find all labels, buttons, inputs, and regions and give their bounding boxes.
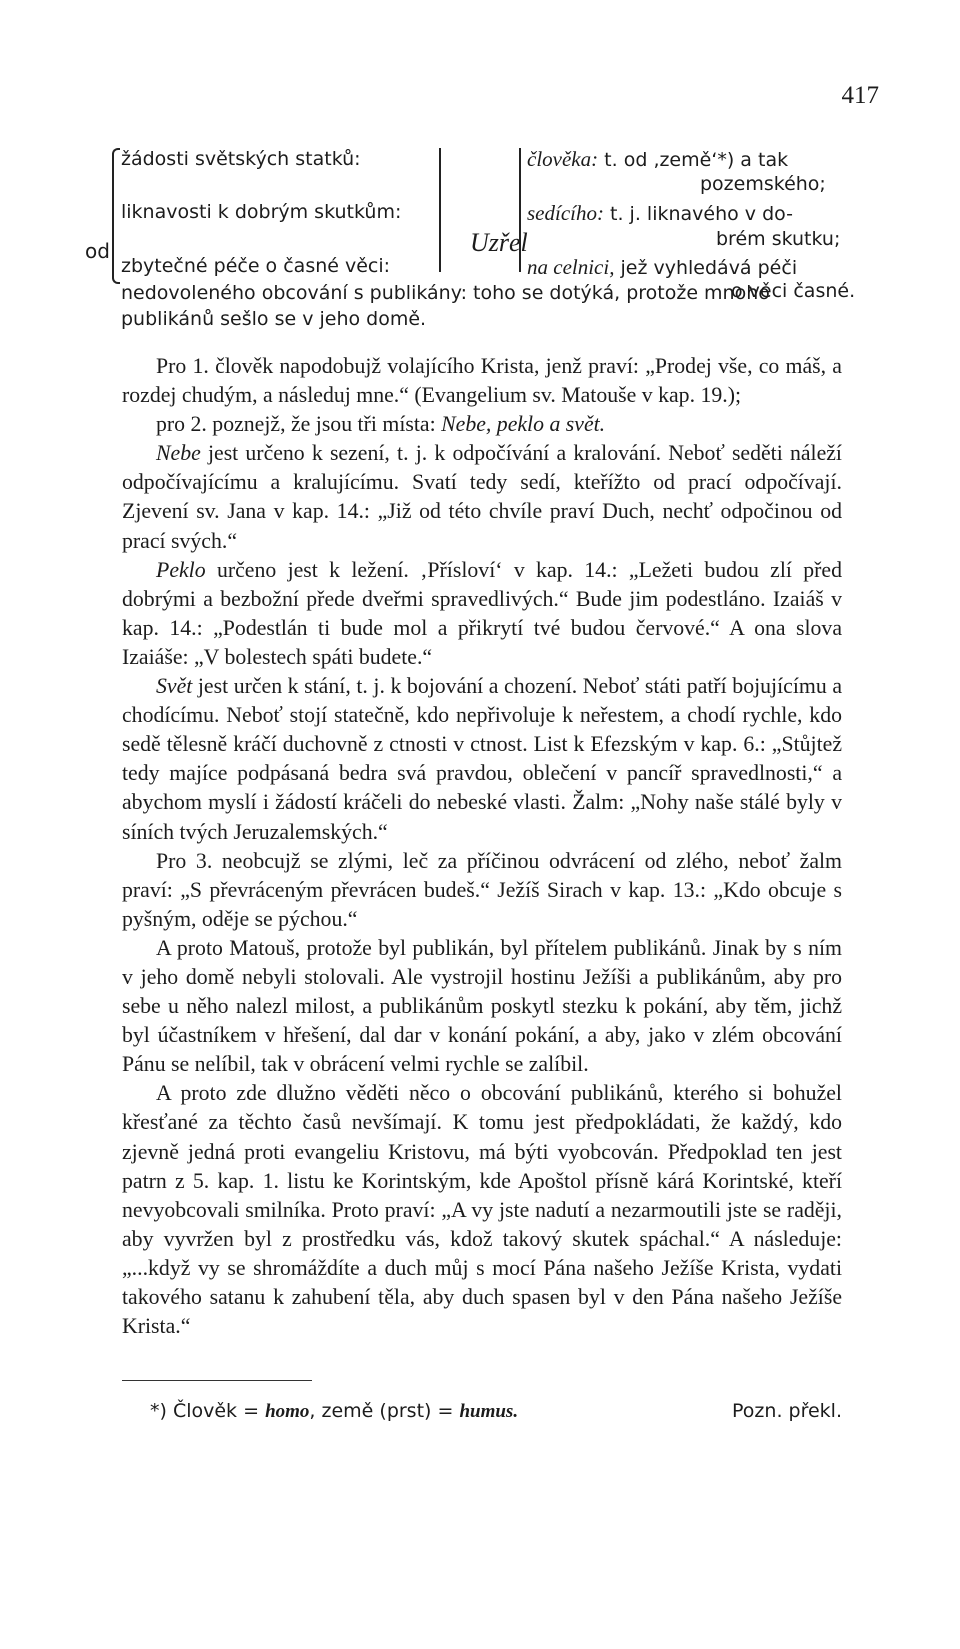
- schema-right-cont-3: o věci časné.: [731, 280, 856, 302]
- schema-last-line-1: nedovoleného obcování s publikány: toho se dotýká, protože mnoho: [121, 282, 770, 304]
- paragraph-3-emphasis: Nebe: [156, 441, 201, 466]
- paragraph-4-text: určeno jest k ležení. ‚Přísloví‘ v kap. 14.: „Ležeti budou zlí před dobrými a bezbožní přede dveřmi spravedlivých.“ Bude jim podestláno. Izaiáš v kap. 14.: „Podestlán ti bude mol a přikrytí tvé budou červové.“ A ona slova Izaiáše: „V bolestech spáti budete.“: [122, 557, 842, 669]
- paragraph-7-text: A proto Matouš, protože byl publikán, byl přítelem publikánů. Jinak by s ním v jeho domě nebyli stolovali. Ale vystrojil hostinu Ježíši a publikánům, aby pro sebe u něho nalezl milost, a publikánům poskytl stezku k pokání, aby těm, jichž byl účastníkem v hřešení, dal dar v konání pokání, a aby, jako v zlém obcování Pánu se nelíbil, tak v obrácení velmi rychle se zalíbil.: [122, 935, 842, 1077]
- paragraph-7: [122, 934, 842, 1079]
- left-brace: [112, 148, 120, 284]
- footnote-emphasis-1: homo: [265, 1401, 310, 1422]
- paragraph-2-pre: pro 2. poznejž, že jsou tři místa:: [156, 412, 442, 437]
- footnote-text-2: , země (prst) =: [309, 1400, 460, 1422]
- main-text: [122, 352, 842, 1341]
- schema-right-head-2: sedícího:: [527, 201, 604, 225]
- paragraph-3-text: jest určeno k sezení, t. j. k odpočívání a kralování. Neboť seděti náleží odpočívajícímu a kralujícímu. Svatí tedy sedí, kteřížto od prací odpočívají. Zjevení sv. Jana v kap. 14.: „Již od této chvíle praví Duch, nechť odpočinou od prací svých.“: [122, 441, 842, 553]
- schema-right-rest-3: jež vyhledává péči: [614, 257, 798, 279]
- paragraph-4-emphasis: Peklo: [156, 557, 206, 582]
- schema-last-line-2: publikánů sešlo se v jeho domě.: [121, 308, 427, 330]
- schema-right-head-3: na celnici,: [527, 255, 615, 279]
- schema-right-cont-2: brém skutku;: [716, 228, 841, 250]
- schema-left-item-3: zbytečné péče o časné věci:: [121, 255, 391, 277]
- paragraph-8: [122, 1079, 842, 1341]
- paragraph-5-text: jest určen k stání, t. j. k bojování a chození. Neboť státi patří bojujícímu a chodícímu. Neboť stojí statečně, kdo nepřivoluje k neřestem, a chodí rychle, kdo sedě tělesně kráčí duchovně z ctnosti v ctnost. List k Efezským v kap. 6.: „Stůjtež tedy majíce podpásaná bedra svá pravdou, oblečení v pancíř spravedlnosti,“ a abychom myslí i žádostí kráčeli do nebeské vlasti. Žalm: „Nohy naše stálé byly v síních tvých Jeruzalemských.“: [122, 674, 842, 844]
- schema-od: od: [85, 239, 110, 263]
- schema-left-item-1: žádosti světských statků:: [121, 148, 361, 170]
- schema-right-item-2: [527, 203, 793, 224]
- paragraph-5-emphasis: Svět: [156, 674, 193, 699]
- paragraph-6-text: Pro 3. neobcujž se zlými, leč za příčinou odvrácení od zlého, neboť žalm praví: „S převráceným převrácen budeš.“ Ježíš Sirach v kap. 13.: „Kdo obcuje s pyšným, oděje se pýchou.“: [122, 848, 842, 931]
- center-right-line: [519, 148, 521, 272]
- paragraph-3: [122, 439, 842, 555]
- schema-right-cont-1: pozemského;: [700, 173, 826, 195]
- footnote-note: Pozn. překl.: [732, 1400, 842, 1422]
- footnote: [150, 1400, 842, 1423]
- paragraph-6: [122, 847, 842, 934]
- page-number: 417: [841, 82, 879, 109]
- schema-right-rest-1: t. od ‚země‘*) a tak: [598, 149, 789, 171]
- paragraph-1: [122, 352, 842, 410]
- schema-right-rest-2: t. j. liknavého v do-: [603, 203, 793, 225]
- footnote-text-1: *) Člověk =: [150, 1400, 266, 1422]
- schema-right-head-1: člověka:: [527, 147, 599, 171]
- paragraph-5: [122, 672, 842, 847]
- center-left-line: [439, 148, 441, 272]
- schema-left-item-2: liknavosti k dobrým skutkům:: [121, 201, 402, 223]
- schema-right-item-3: [527, 257, 797, 278]
- schema-center-verb: Uzřel: [470, 228, 528, 257]
- paragraph-2: [122, 410, 842, 439]
- footnote-rule: [122, 1380, 312, 1381]
- paragraph-4: [122, 556, 842, 672]
- paragraph-2-emphasis: Nebe, peklo a svět.: [441, 412, 606, 437]
- footnote-emphasis-2: humus.: [459, 1401, 519, 1422]
- paragraph-8-text: A proto zde dlužno věděti něco o obcování publikánů, kterého si bohužel křesťané za těchto časů nevšímají. K tomu jest předpokládati, že každý, kdo zjevně jedná proti evangeliu Kristovu, má býti vyobcován. Předpoklad ten jest patrn z 5. kap. 1. listu ke Korintským, kde Apoštol přísně kárá Korintské, kteří nevyobcovali smilníka. Proto praví: „A vy jste nadutí a nezarmoutili jste se raději, aby vyvržen byl z prostředku vás, kdož takový skutek spáchal.“ A následuje: „...když vy se shromáždíte a duch můj s mocí Pána našeho Ježíše Krista, vydati takového satanu k zahubení těla, aby duch spasen byl v den Pána našeho Ježíše Krista.“: [122, 1081, 842, 1339]
- schema-right-item-1: [527, 149, 788, 170]
- paragraph-1-text: Pro 1. člověk napodobujž volajícího Krista, jenž praví: „Prodej vše, co máš, a rozdej chudým, a následuj mne.“ (Evangelium sv. Matouše v kap. 19.);: [122, 354, 842, 408]
